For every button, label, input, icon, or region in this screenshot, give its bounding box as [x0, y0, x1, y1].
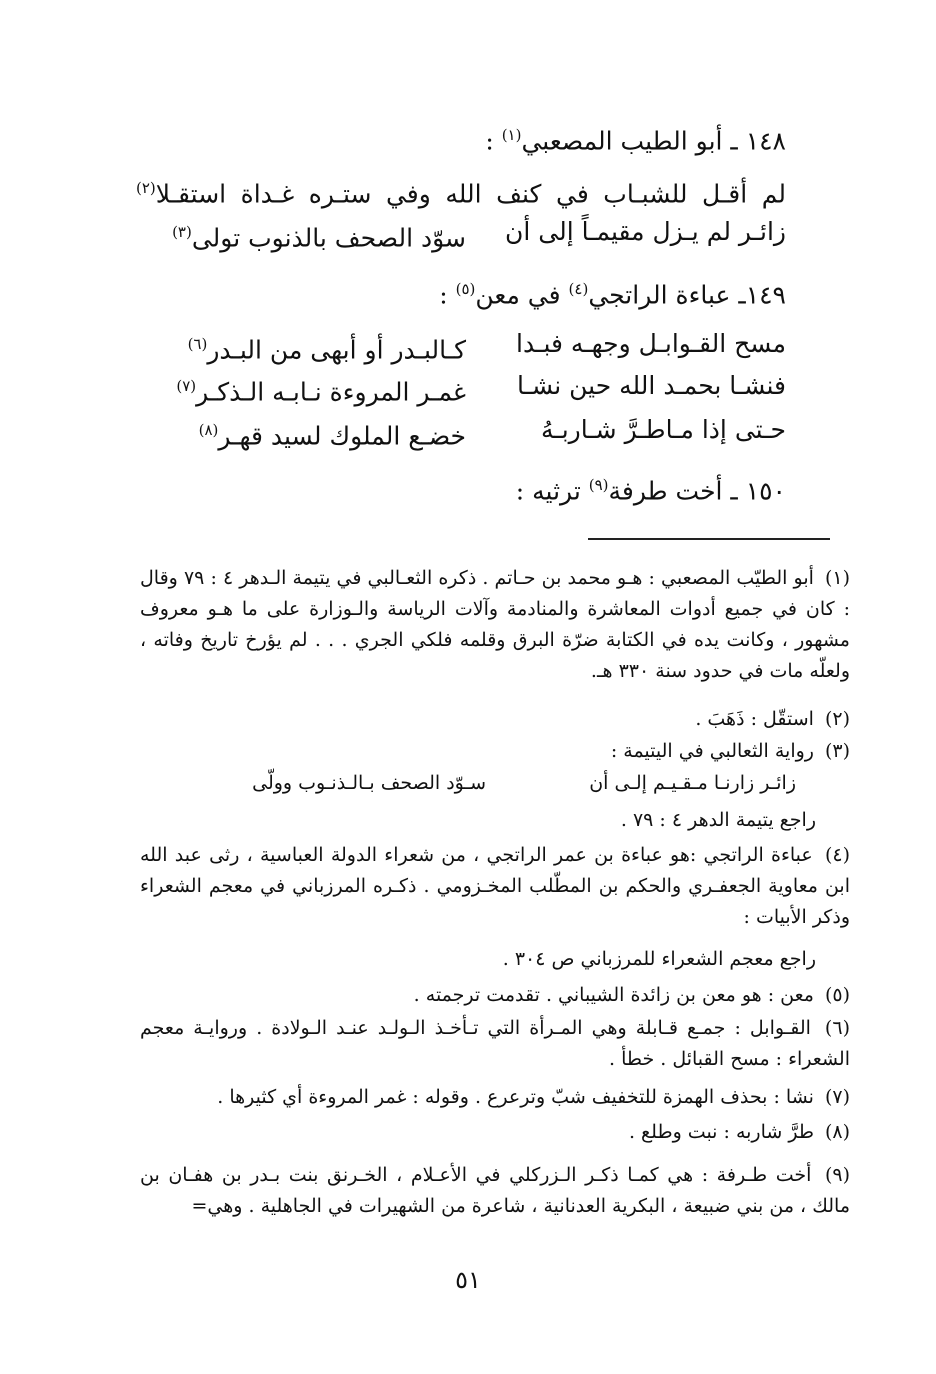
footnote-3-reference: راجع يتيمة الدهر ٤ : ٧٩ .: [620, 809, 816, 831]
footnote-9: [140, 1160, 850, 1222]
entry-148-heading: [136, 118, 786, 158]
entry-150-title: ١٥٠ ـ أخت طرفة: [608, 476, 786, 506]
entry-149-subject: في معن: [475, 280, 569, 310]
footnote-3-verse-hemistich-2: سـوّد الصحف بـالـذنـوب وولّى: [252, 772, 486, 794]
footnote-5: [140, 980, 850, 1011]
footnote-7-text: نشا : بحذف الهمزة للتخفيف شبّ وترعرع . وقوله : غمر المروءة أي كثيرها .: [217, 1086, 814, 1108]
entry-149-title: ١٤٩ـ عباءة الراتجي: [588, 280, 786, 310]
footnote-8-text: طرَّ شاربه : نبت وطلع .: [628, 1121, 814, 1143]
footnote-7-number: (٧): [824, 1086, 850, 1108]
footnote-6-number: (٦): [824, 1017, 850, 1039]
verse-149-3-hemistich-2: خضـع الملوك لسيد قهـر$^{(٨)}$: [198, 421, 466, 451]
footnote-4-reference: راجع معجم الشعراء للمرزباني ص ٣٠٤ .: [502, 948, 816, 970]
footnote-7: [140, 1082, 850, 1113]
footnote-1-text: أبو الطيّب المصعبي : هـو محمد بن حـاتم . ذكره الثعـالبي في يتيمة الـدهر ٤ : ٧٩ وقال : كان في جميع أدوات المعاشرة والمنادمة وآلات الرياسة والـوزارة على ما هـو معروف مشهور ، وكانت يده في الكتابة ضرّة البرق وقلمه فلكي الجري . . . لم يؤرخ تاريخ وفاته ، ولعلّه مات في حدود سنة ٣٣٠ هـ.: [140, 567, 850, 682]
footnote-5-number: (٥): [824, 984, 850, 1006]
footnote-2-number: (٢): [824, 708, 850, 730]
footnote-ref-3: (٣): [172, 223, 192, 241]
entry-148-title: ١٤٨ ـ أبو الطيب المصعبي: [521, 126, 786, 156]
verse-149-2-hemistich-1: فنشـا بحمـد الله حين نشـا: [517, 371, 786, 400]
footnote-ref-2: (٢): [136, 179, 156, 197]
footnote-9-number: (٩): [824, 1164, 850, 1186]
footnote-3-verse: [196, 768, 796, 799]
verse-149-3-hemistich-1: حـتى إذا مـاطـرَّ شـاربـهُ: [540, 415, 786, 444]
footnote-3: [140, 736, 850, 767]
footnote-3-verse-hemistich-1: زائـر زارنـا مـقـيـم إلـى أن: [589, 772, 796, 794]
verse-149-1: [136, 324, 786, 364]
verse-148-1-text: لم أقـل للشبـاب في كنف الله وفي ستـره غـداة استقـلا$^{(٢)}$: [136, 179, 786, 209]
footnote-9-text: أخت طـرفة : هي كمـا ذكـر الـزركلي في الأعـلام ، الخـرنق بنت بـدر بن هفـان بن مالك ، من بني ضبيعة ، البكرية العدنانية ، شاعرة من الشهيرات في الجاهلية . وهي=: [140, 1164, 850, 1217]
footnote-3-number: (٣): [824, 740, 850, 762]
footnote-6-text: القـوابل : جمـع قـابلة وهي المـرأة التي تـأخـذ الـولـد عنـد الـولادة . وروايـة معجم الشعراء : مسح القبائل . خطأ .: [140, 1017, 850, 1070]
footnote-2-text: استقّل : ذَهَبَ .: [695, 708, 814, 730]
footnote-ref-1: (١): [501, 126, 522, 144]
footnote-ref-5: (٥): [455, 280, 476, 298]
verse-149-1-hemistich-2: كـالبـدر أو أبهى من البـدر$^{(٦)}$: [187, 335, 466, 365]
footnote-ref-7: (٧): [176, 377, 197, 395]
footnote-1: [140, 563, 850, 687]
verse-149-2-hemistich-2: غمـر المروءة نـابـه الـذكـر$^{(٧)}$: [176, 377, 466, 407]
entry-150-suffix: ترثيه :: [515, 476, 589, 506]
page-number: ٥١: [455, 1266, 481, 1294]
footnote-4: [140, 840, 850, 933]
footnote-4-text: عباءة الراتجي :هو عباءة بن عمر الراتجي ، من شعراء الدولة العباسية ، رثى عبد الله ابن معاوية الجعفـري والحكم بن المطّلب المخـزومي . ذكـره المرزباني في معجم الشعراء وذكر الأبيات :: [140, 844, 850, 928]
footnote-1-number: (١): [824, 567, 850, 589]
footnote-5-text: معن : هو معن بن زائدة الشيباني . تقدمت ترجمته .: [413, 984, 814, 1006]
footnote-6: [140, 1013, 850, 1075]
footnote-2: [140, 704, 850, 735]
verse-148-2: [136, 212, 786, 252]
footnote-ref-4: (٤): [568, 280, 589, 298]
verse-148-2-hemistich-2: سوّد الصحف بالذنوب تولى$^{(٣)}$: [172, 223, 466, 253]
footnote-8: [140, 1117, 850, 1148]
verse-149-1-hemistich-1: مسح القـوابـل وجهـه فبـدا: [516, 329, 786, 358]
footnote-4-number: (٤): [824, 844, 850, 866]
entry-149-heading: [136, 272, 786, 312]
verse-148-2-hemistich-1: زائـر لم يـزل مقيمـاً إلى أن: [504, 217, 786, 246]
entry-148-colon: :: [485, 126, 502, 156]
footnote-3-text: رواية الثعالبي في اليتيمة :: [610, 740, 814, 762]
footnote-ref-6: (٦): [187, 335, 208, 353]
entry-149-colon: :: [439, 280, 456, 310]
entry-150-heading: [136, 468, 786, 508]
verse-149-2: [136, 366, 786, 406]
verse-149-3: [136, 410, 786, 450]
footnote-8-number: (٨): [824, 1121, 850, 1143]
verse-148-1: [136, 168, 786, 208]
footnote-divider: [588, 538, 830, 540]
footnote-ref-8: (٨): [198, 421, 219, 439]
footnote-ref-9: (٩): [588, 476, 609, 494]
